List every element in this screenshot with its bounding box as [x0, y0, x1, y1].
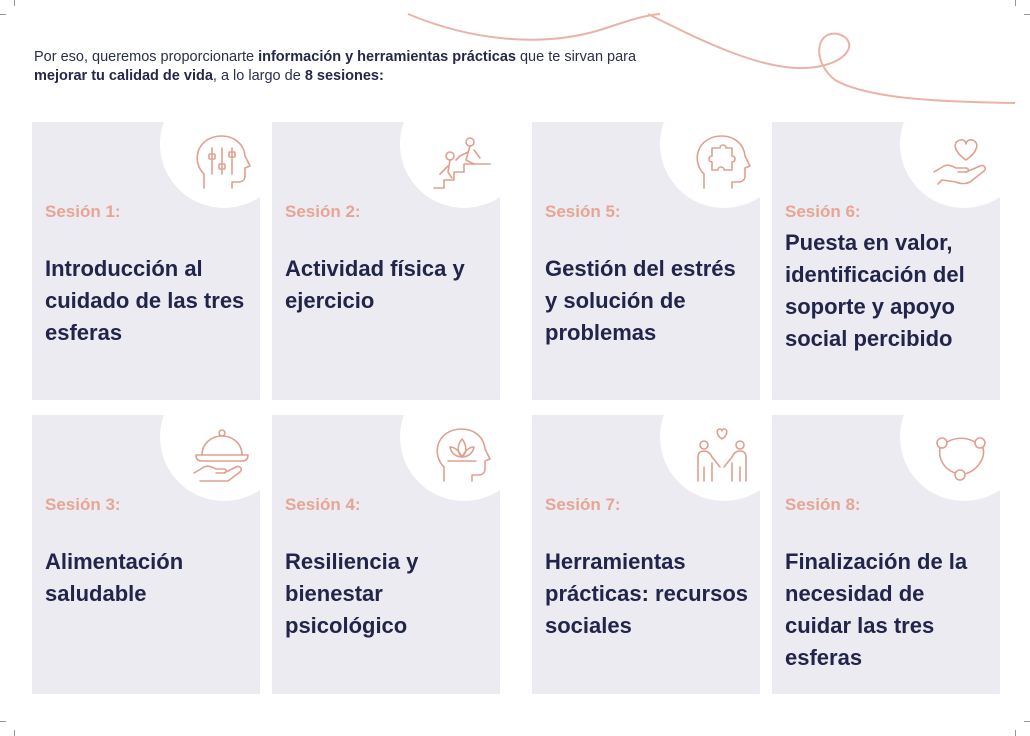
intro-highlight: información y herramientas prácticas	[258, 49, 516, 65]
climbing-stairs-icon	[430, 130, 494, 194]
intro-paragraph	[34, 48, 654, 86]
head-lotus-icon	[430, 423, 494, 487]
hand-heart-icon	[930, 130, 994, 194]
intro-text: que te sirvan para	[515, 49, 637, 65]
session-label: Sesión 8:	[785, 495, 861, 514]
session-label: Sesión 2:	[285, 202, 361, 221]
session-card	[532, 122, 760, 400]
session-label: Sesión 6:	[785, 202, 861, 221]
head-puzzle-icon	[690, 130, 754, 194]
session-title: Introducción al cuidado de las tres esferas	[45, 256, 245, 345]
session-card	[772, 415, 1000, 694]
session-title: Finalización de la necesidad de cuidar las tres esferas	[785, 549, 968, 670]
session-title: Actividad física y ejercicio	[285, 256, 465, 313]
serving-cloche-icon	[190, 423, 254, 487]
crop-mark	[0, 14, 6, 15]
session-title: Gestión del estrés y solución de problemas	[545, 256, 736, 345]
session-title: Puesta en valor, identificación del soporte y apoyo social percibido	[785, 230, 965, 351]
session-label: Sesión 4:	[285, 495, 361, 514]
session-title: Resiliencia y bienestar psicológico	[285, 549, 419, 638]
people-heart-icon	[690, 423, 754, 487]
crop-mark	[1024, 721, 1030, 722]
session-title: Herramientas prácticas: recursos sociales	[545, 549, 748, 638]
session-card	[32, 415, 260, 694]
session-card	[772, 122, 1000, 400]
crop-mark	[14, 0, 15, 6]
intro-text: Por eso, queremos proporcionarte	[34, 49, 259, 65]
head-sliders-icon	[190, 130, 254, 194]
session-label: Sesión 5:	[545, 202, 621, 221]
session-title: Alimentación saludable	[45, 549, 184, 606]
intro-highlight: mejorar tu calidad de vida	[34, 68, 213, 84]
session-label: Sesión 7:	[545, 495, 621, 514]
network-circles-icon	[930, 423, 994, 487]
session-card	[272, 415, 500, 694]
session-label: Sesión 3:	[45, 495, 121, 514]
intro-text: , a lo largo de	[212, 68, 305, 84]
session-card	[32, 122, 260, 400]
crop-mark	[0, 721, 6, 722]
session-card	[272, 122, 500, 400]
intro-highlight: 8 sesiones:	[304, 68, 384, 84]
crop-mark	[14, 730, 15, 736]
session-card	[532, 415, 760, 694]
crop-mark	[1015, 730, 1016, 736]
crop-mark	[1015, 0, 1016, 6]
session-label: Sesión 1:	[45, 202, 121, 221]
crop-mark	[1024, 14, 1030, 15]
